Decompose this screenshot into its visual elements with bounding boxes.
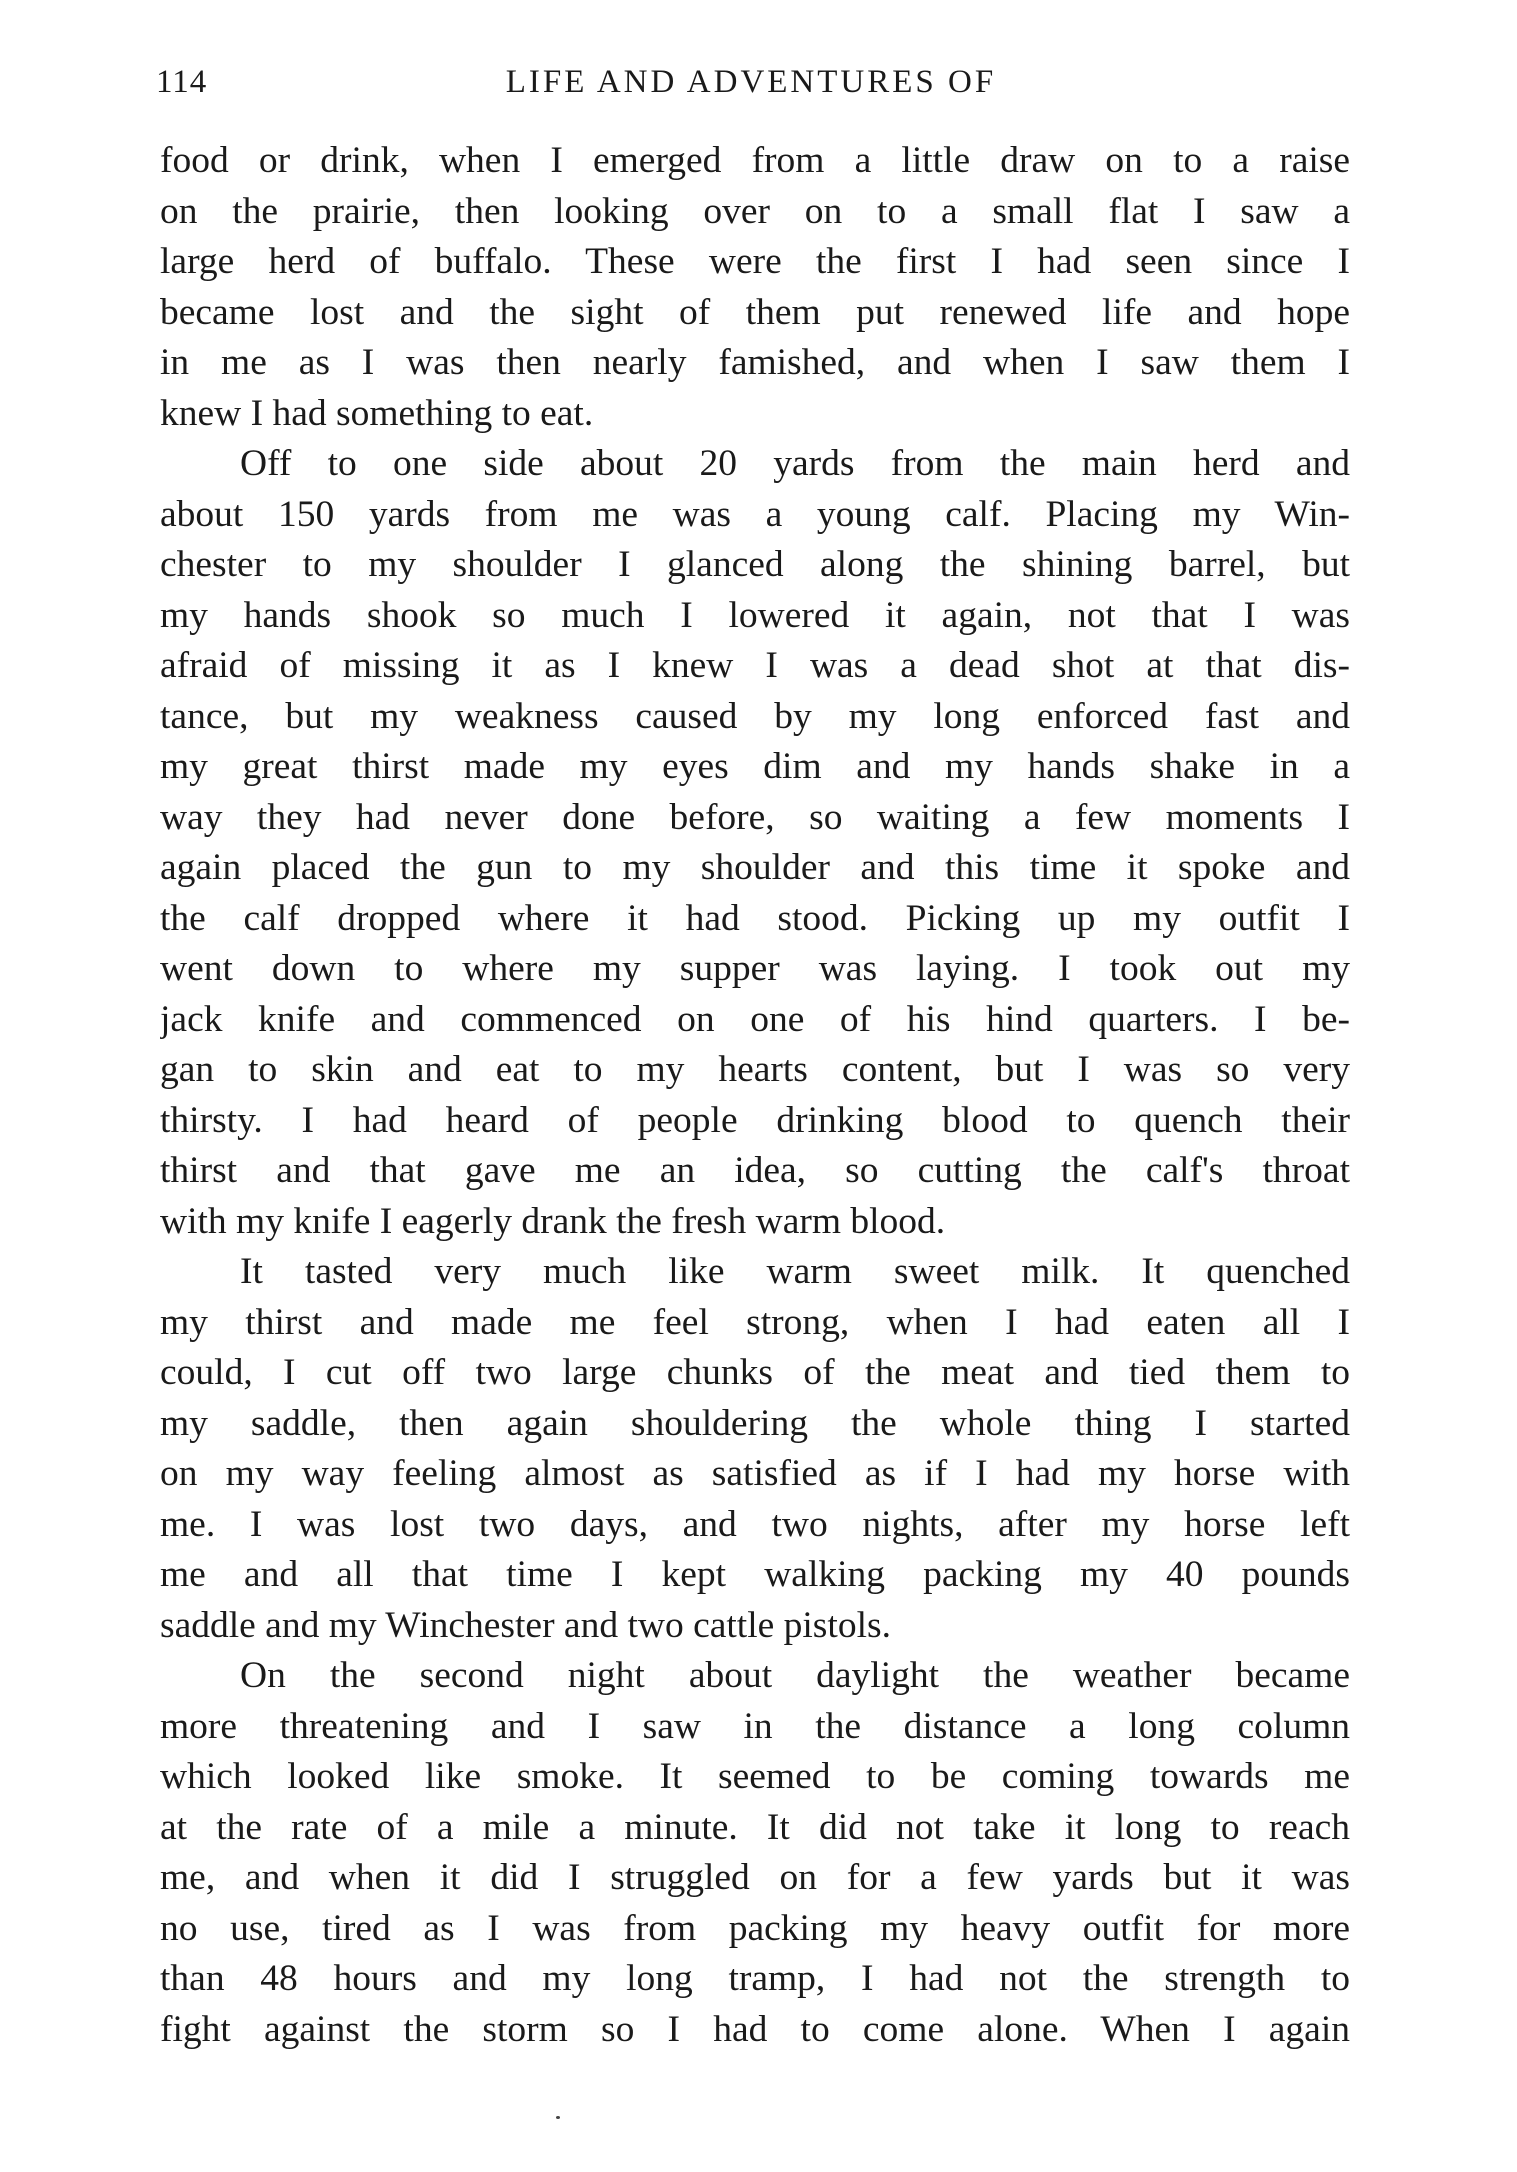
text-line: at the rate of a mile a minute. It did not take it long to reach: [160, 1806, 1350, 1848]
print-speck: [556, 2116, 560, 2119]
paragraph: [160, 439, 1350, 1247]
text-line: again placed the gun to my shoulder and this time it spoke and: [160, 847, 1350, 888]
text-line: chester to my shoulder I glanced along the shining barrel, but: [160, 544, 1350, 585]
text-line: more threatening and I saw in the distance a long column: [160, 1705, 1350, 1747]
body-text: [160, 136, 1350, 2055]
text-line: my great thirst made my eyes dim and my hands shake in a: [160, 746, 1350, 787]
text-line: than 48 hours and my long tramp, I had not the strength to: [160, 1958, 1350, 1999]
text-line: about 150 yards from me was a young calf. Placing my Win-: [160, 493, 1350, 535]
text-line: saddle and my Winchester and two cattle pistols.: [160, 1604, 891, 1646]
text-line: It tasted very much like warm sweet milk. It quenched: [240, 1251, 1350, 1292]
text-line: tance, but my weakness caused by my long enforced fast and: [160, 695, 1350, 737]
text-line: knew I had something to eat.: [160, 392, 594, 434]
page-number: 114: [156, 64, 208, 100]
text-line: with my knife I eagerly drank the fresh warm blood.: [160, 1200, 946, 1242]
text-line: large herd of buffalo. These were the first I had seen since I: [160, 241, 1350, 282]
text-line: my thirst and made me feel strong, when I had eaten all I: [160, 1301, 1350, 1343]
text-line: way they had never done before, so waiting a few moments I: [160, 796, 1350, 838]
text-line: me and all that time I kept walking packing my 40 pounds: [160, 1554, 1350, 1595]
text-line: the calf dropped where it had stood. Picking up my outfit I: [160, 897, 1350, 939]
text-line: my saddle, then again shouldering the whole thing I started: [160, 1402, 1350, 1444]
text-line: went down to where my supper was laying. I took out my: [160, 948, 1350, 989]
text-line: in me as I was then nearly famished, and when I saw them I: [160, 342, 1350, 383]
text-line: fight against the storm so I had to come alone. When I again: [160, 2008, 1350, 2050]
text-line: on my way feeling almost as satisfied as if I had my horse with: [160, 1453, 1350, 1494]
running-head: [156, 52, 1346, 112]
paragraph: [160, 1651, 1350, 2055]
text-line: jack knife and commenced on one of his hind quarters. I be-: [160, 998, 1350, 1040]
text-line: On the second night about daylight the weather became: [240, 1655, 1350, 1696]
text-line: gan to skin and eat to my hearts content, but I was so very: [160, 1049, 1350, 1090]
text-line: food or drink, when I emerged from a little draw on to a raise: [160, 140, 1350, 181]
text-line: me. I was lost two days, and two nights, after my horse left: [160, 1503, 1350, 1545]
text-line: thirsty. I had heard of people drinking blood to quench their: [160, 1099, 1350, 1141]
paragraph: [160, 1247, 1350, 1651]
text-line: became lost and the sight of them put renewed life and hope: [160, 291, 1350, 333]
text-line: could, I cut off two large chunks of the meat and tied them to: [160, 1352, 1350, 1393]
text-line: afraid of missing it as I knew I was a dead shot at that dis-: [160, 645, 1350, 686]
text-line: my hands shook so much I lowered it again, not that I was: [160, 594, 1350, 636]
text-line: on the prairie, then looking over on to a small flat I saw a: [160, 190, 1350, 232]
text-line: no use, tired as I was from packing my heavy outfit for more: [160, 1907, 1350, 1949]
paragraph: [160, 136, 1350, 439]
running-title: LIFE AND ADVENTURES OF: [505, 64, 997, 100]
text-line: which looked like smoke. It seemed to be coming towards me: [160, 1756, 1350, 1797]
text-line: Off to one side about 20 yards from the main herd and: [240, 443, 1350, 484]
text-line: thirst and that gave me an idea, so cutting the calf's throat: [160, 1150, 1350, 1191]
text-line: me, and when it did I struggled on for a few yards but it was: [160, 1857, 1350, 1898]
